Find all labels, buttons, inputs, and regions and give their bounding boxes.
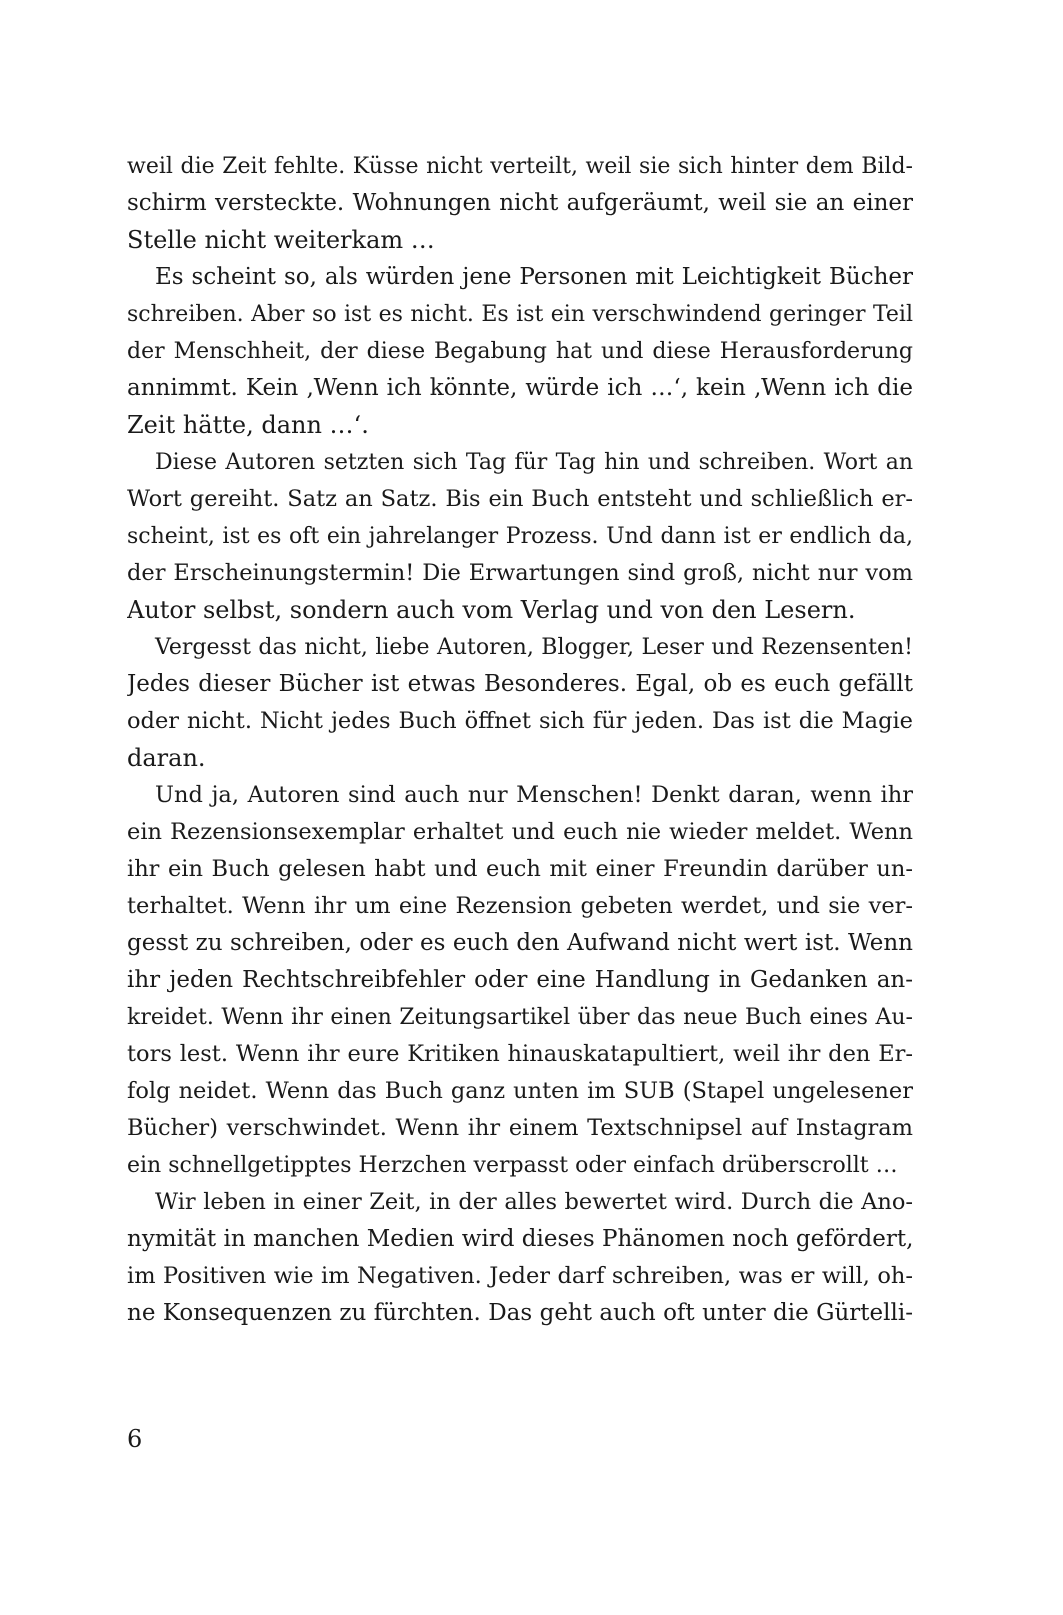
body-text (127, 148, 913, 1332)
text-line: gesst zu schreiben, oder es euch den Aufwand nicht wert ist. Wenn (127, 930, 913, 956)
text-line: ne Konsequenzen zu fürchten. Das geht auch oft unter die Gürtelli- (127, 1300, 913, 1326)
text-line: der Erscheinungstermin! Die Erwartungen sind groß, nicht nur vom (127, 560, 913, 586)
text-line: im Positiven wie im Negativen. Jeder darf schreiben, was er will, oh- (127, 1263, 913, 1289)
text-line: tors lest. Wenn ihr eure Kritiken hinauskatapultiert, weil ihr den Er- (127, 1041, 913, 1067)
text-line: daran. (127, 744, 206, 772)
page-number: 6 (127, 1425, 143, 1453)
text-line: Jedes dieser Bücher ist etwas Besonderes. Egal, ob es euch gefällt (127, 671, 913, 697)
text-line: Stelle nicht weiterkam … (127, 226, 435, 254)
text-line: ihr ein Buch gelesen habt und euch mit einer Freundin darüber un- (127, 856, 913, 882)
text-line: Bücher) verschwindet. Wenn ihr einem Textschnipsel auf Instagram (127, 1115, 913, 1141)
text-line: Und ja, Autoren sind auch nur Menschen! Denkt daran, wenn ihr (155, 782, 913, 808)
text-line: folg neidet. Wenn das Buch ganz unten im SUB (Stapel ungelesener (127, 1078, 913, 1104)
text-line: Wort gereiht. Satz an Satz. Bis ein Buch entsteht und schließlich er- (127, 486, 913, 512)
text-line: weil die Zeit fehlte. Küsse nicht verteilt, weil sie sich hinter dem Bild- (127, 154, 913, 179)
text-line: kreidet. Wenn ihr einen Zeitungsartikel über das neue Buch eines Au- (127, 1005, 913, 1030)
text-line: Zeit hätte, dann …‘. (127, 411, 369, 439)
text-line: annimmt. Kein ‚Wenn ich könnte, würde ich …‘, kein ‚Wenn ich die (127, 375, 913, 401)
text-line: Es scheint so, als würden jene Personen mit Leichtigkeit Bücher (155, 264, 913, 290)
text-line: ein schnellgetipptes Herzchen verpasst oder einfach drüberscrollt … (127, 1153, 898, 1178)
text-line: schreiben. Aber so ist es nicht. Es ist ein verschwindend geringer Teil (127, 302, 913, 327)
text-line: ihr jeden Rechtschreibfehler oder eine Handlung in Gedanken an- (127, 967, 913, 993)
text-line: scheint, ist es oft ein jahrelanger Prozess. Und dann ist er endlich da, (127, 524, 913, 549)
text-line: schirm versteckte. Wohnungen nicht aufgeräumt, weil sie an einer (127, 190, 913, 216)
text-line: der Menschheit, der diese Begabung hat und diese Herausforderung (127, 339, 913, 364)
text-line: terhaltet. Wenn ihr um eine Rezension gebeten werdet, und sie ver- (127, 893, 913, 919)
text-line: Diese Autoren setzten sich Tag für Tag hin und schreiben. Wort an (155, 450, 913, 475)
text-line: Vergesst das nicht, liebe Autoren, Blogger, Leser und Rezensenten! (155, 635, 913, 660)
text-line: ein Rezensionsexemplar erhaltet und euch nie wieder meldet. Wenn (127, 819, 913, 845)
text-line: oder nicht. Nicht jedes Buch öffnet sich für jeden. Das ist die Magie (127, 708, 913, 734)
text-line: Autor selbst, sondern auch vom Verlag und von den Lesern. (127, 596, 856, 624)
text-line: Wir leben in einer Zeit, in der alles bewertet wird. Durch die Ano- (155, 1189, 913, 1215)
text-line: nymität in manchen Medien wird dieses Phänomen noch gefördert, (127, 1226, 913, 1252)
